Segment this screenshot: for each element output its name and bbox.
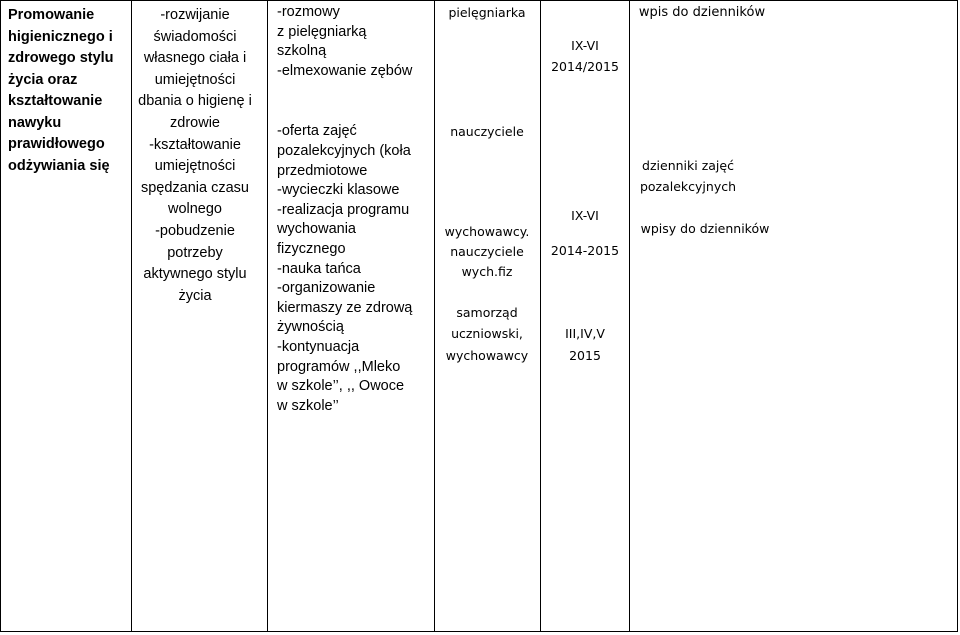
evaluation-text: pozalekcyjnych xyxy=(639,179,737,194)
activity-line: przedmiotowe xyxy=(277,162,368,179)
activity-line: pozalekcyjnych (koła xyxy=(277,142,411,159)
deadline-text: IX-VI xyxy=(571,208,599,223)
responsible-text: wychowawcy xyxy=(445,348,529,363)
evaluation-text: wpisy do dzienników xyxy=(640,221,770,236)
activity-line: -organizowanie xyxy=(277,280,376,297)
activity-line: z pielęgniarką xyxy=(277,23,367,40)
goals-line: własnego ciała i xyxy=(143,50,247,67)
topic-line: zdrowego stylu xyxy=(8,50,114,66)
activity-line: -kontynuacja xyxy=(277,338,360,355)
activities-cell xyxy=(277,3,427,416)
goals-line: -rozwijanie xyxy=(160,7,230,23)
goals-line: świadomości xyxy=(153,28,237,45)
divider-col1 xyxy=(131,0,132,632)
activity-spacer xyxy=(277,81,427,122)
border-bottom xyxy=(0,631,958,632)
goals-line: dbania o higienę i xyxy=(138,93,252,110)
responsible-text: nauczyciele xyxy=(450,244,524,259)
border-left xyxy=(0,0,1,632)
topic-line: Promowanie xyxy=(8,7,95,23)
activity-line: -nauka tańca xyxy=(277,260,361,277)
activity-line: fizycznego xyxy=(277,240,346,257)
activity-line: -oferta zajęć xyxy=(277,123,357,140)
goals-line: zdrowie xyxy=(170,114,220,131)
topic-cell xyxy=(8,5,126,177)
activity-line: -wycieczki klasowe xyxy=(277,182,400,199)
activity-line: -rozmowy xyxy=(277,4,340,20)
divider-col5 xyxy=(629,0,630,632)
activity-line: programów ,,Mleko xyxy=(277,358,401,375)
goals-line: wolnego xyxy=(167,201,222,218)
activity-line: żywnością xyxy=(277,319,344,336)
goals-cell xyxy=(134,5,256,307)
divider-col2 xyxy=(267,0,268,632)
topic-line: życia oraz xyxy=(8,71,78,88)
border-right xyxy=(957,0,958,632)
activity-line: -realizacja programu xyxy=(277,201,410,218)
border-top xyxy=(0,0,958,1)
responsible-text: pielęgniarka xyxy=(448,5,526,20)
deadline-text: 2014-2015 xyxy=(550,243,620,258)
topic-line: prawidłowego xyxy=(8,136,105,152)
activity-line: w szkole’’, ,, Owoce xyxy=(277,378,405,395)
deadline-text: 2015 xyxy=(569,348,601,363)
goals-line: -kształtowanie xyxy=(149,136,241,153)
responsible-text: uczniowski, xyxy=(451,326,523,341)
responsible-text: nauczyciele xyxy=(450,124,524,139)
activity-line: -elmexowanie zębów xyxy=(277,62,413,79)
activity-line: kiermaszy ze zdrową xyxy=(277,299,413,316)
topic-line: kształtowanie xyxy=(8,93,103,109)
goals-line: umiejętności xyxy=(154,71,236,88)
goals-line: umiejętności xyxy=(154,158,236,175)
responsible-text: samorząd xyxy=(456,305,518,320)
evaluation-text: wpis do dzienników xyxy=(638,5,766,20)
activity-line: wychowania xyxy=(277,221,356,238)
deadline-text: III,IV,V xyxy=(565,326,605,341)
activity-line: szkolną xyxy=(277,43,327,60)
goals-line: potrzeby xyxy=(167,244,223,261)
goals-line: aktywnego stylu xyxy=(143,266,247,283)
topic-line: nawyku xyxy=(8,114,62,131)
activity-line: w szkole’’ xyxy=(277,397,339,414)
goals-line: życia xyxy=(178,287,212,304)
deadline-text: 2014/2015 xyxy=(551,59,619,74)
evaluation-text: dzienniki zajęć xyxy=(642,158,734,173)
topic-line: odżywiania się xyxy=(8,157,110,174)
topic-line: higienicznego i xyxy=(8,28,113,45)
deadline-text: IX-VI xyxy=(571,38,599,53)
responsible-text: wychowawcy. xyxy=(444,224,530,239)
responsible-text: wych.fiz xyxy=(461,264,513,279)
goals-line: -pobudzenie xyxy=(155,222,235,239)
goals-line: spędzania czasu xyxy=(140,179,249,196)
